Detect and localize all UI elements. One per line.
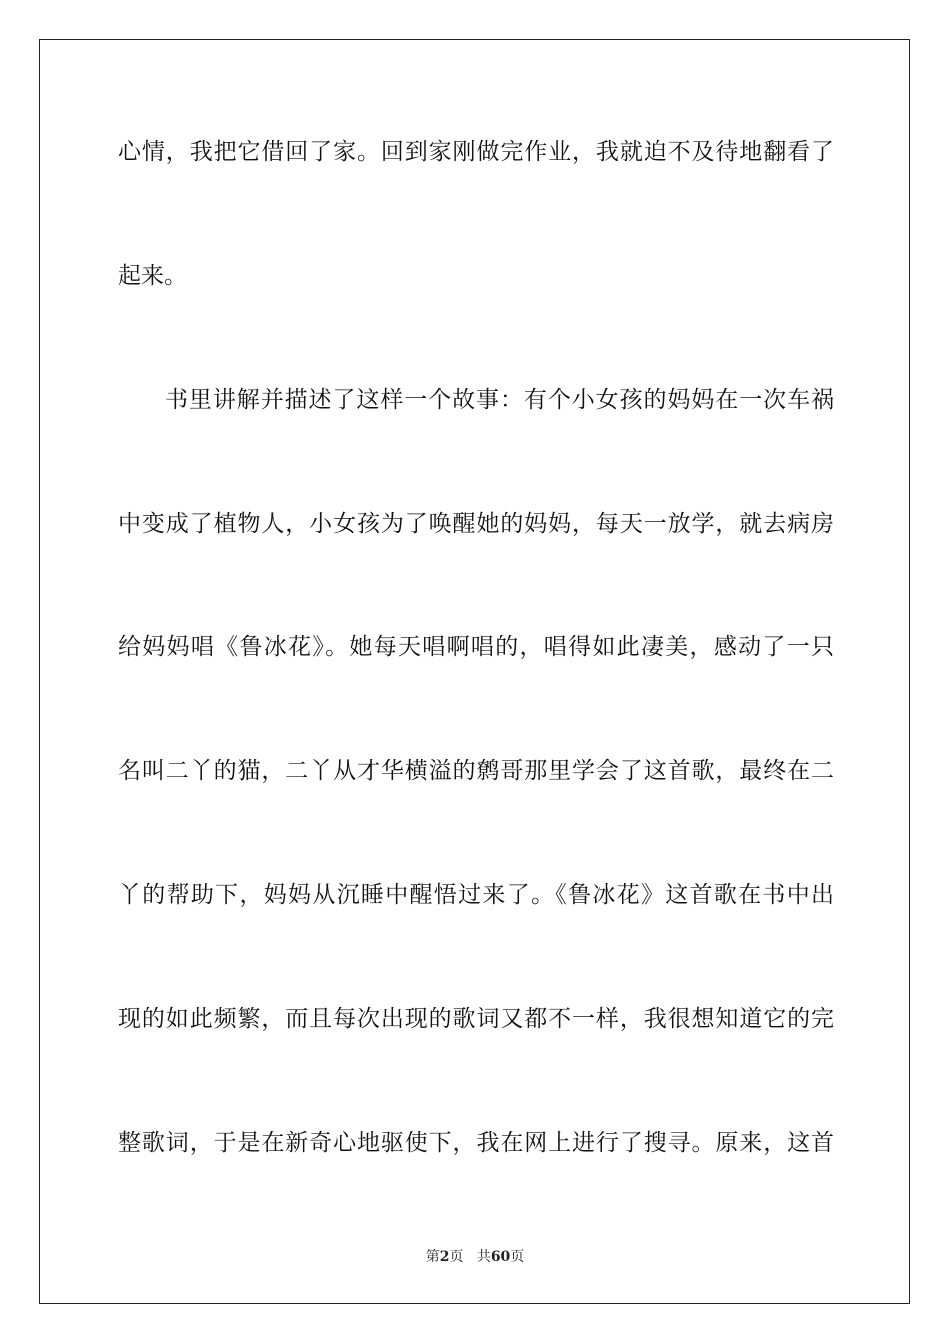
text-line: 给妈妈唱《鲁冰花》。她每天唱啊唱的，唱得如此凄美，感动了一只: [118, 634, 834, 660]
page-suffix: 页: [449, 1249, 464, 1265]
text-line: 起来。: [118, 263, 187, 289]
total-prefix: 共: [476, 1249, 491, 1265]
text-line: 丫的帮助下，妈妈从沉睡中醒悟过来了。《鲁冰花》这首歌在书中出: [118, 882, 834, 908]
text-line: 整歌词，于是在新奇心地驱使下，我在网上进行了搜寻。原来，这首: [118, 1130, 834, 1156]
total-suffix: 页: [510, 1249, 525, 1265]
page-prefix: 第: [425, 1249, 440, 1265]
text-line: 现的如此频繁，而且每次出现的歌词又都不一样，我很想知道它的完: [118, 1006, 834, 1032]
page-border: [39, 39, 910, 1304]
text-line: 心情，我把它借回了家。回到家刚做完作业，我就迫不及待地翻看了: [118, 139, 834, 165]
paragraph-first-line: 书里讲解并描述了这样一个故事：有个小女孩的妈妈在一次车祸: [165, 387, 834, 413]
text-line: 中变成了植物人，小女孩为了唤醒她的妈妈，每天一放学，就去病房: [118, 511, 834, 537]
page-footer: [0, 1246, 950, 1266]
text-line: 名叫二丫的猫，二丫从才华横溢的鹩哥那里学会了这首歌，最终在二: [118, 758, 834, 784]
total-pages: 60: [490, 1249, 511, 1265]
page-number: 2: [439, 1249, 450, 1265]
